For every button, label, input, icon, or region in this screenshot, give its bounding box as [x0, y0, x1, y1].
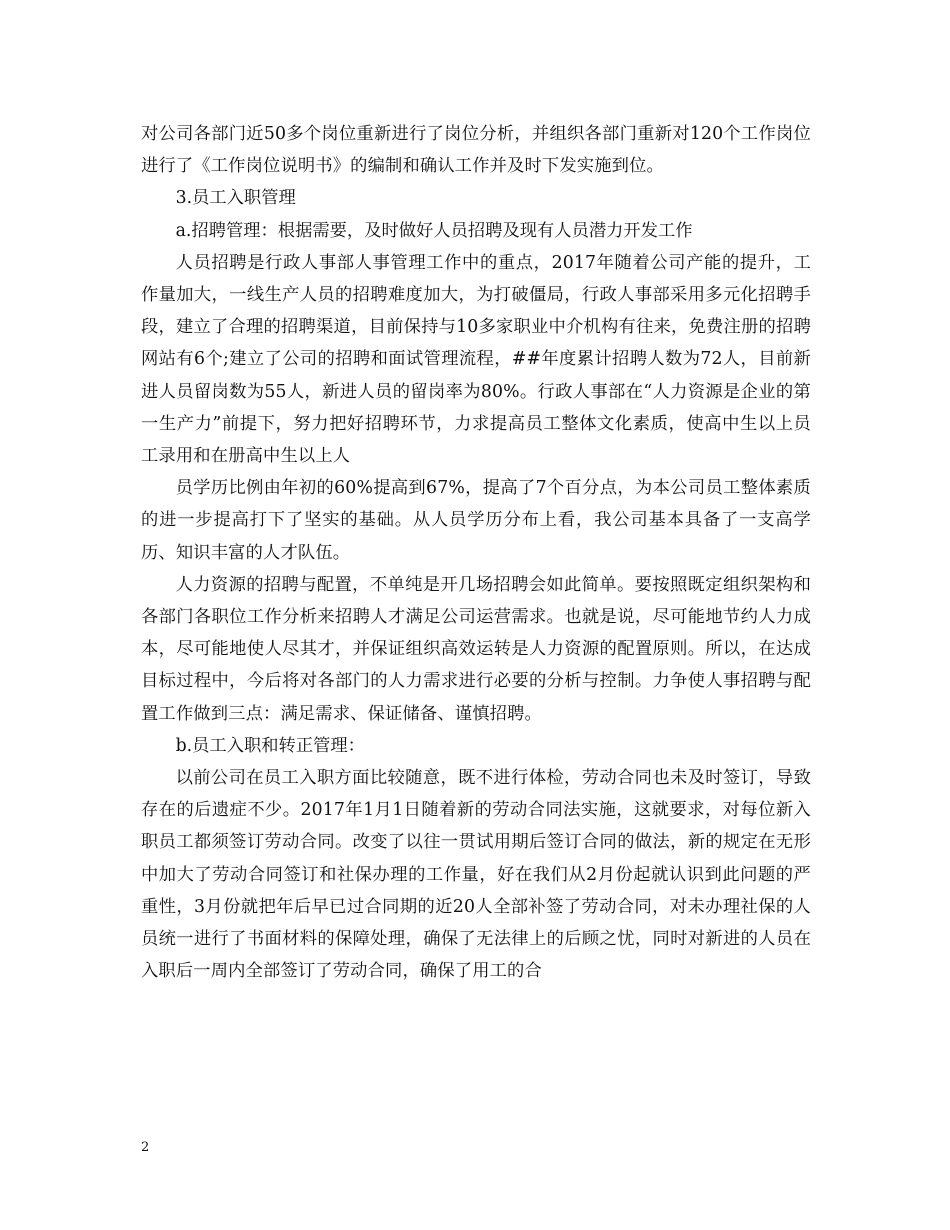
paragraph-labor-contract: 以前公司在员工入职方面比较随意，既不进行体检，劳动合同也未及时签订，导致存在的后遗症不少。2017年1月1日随着新的劳动合同法实施，这就要求，对每位新入职员工都须签订劳动合同。改变了以往一贯试用期后签订合同的做法，新的规定在无形中加大了劳动合同签订和社保办理的工作量，好在我们从2月份起就认识到此问题的严重性，3月份就把年后早已过合同期的近20人全部补签了劳动合同，对未办理社保的人员统一进行了书面材料的保障处理，确保了无法律上的后顾之忧，同时对新进的人员在入职后一周内全部签订了劳动合同，确保了用工的合 [141, 768, 811, 982]
paragraph-job-analysis: 对公司各部门近50多个岗位重新进行了岗位分析，并组织各部门重新对120个工作岗位进行了《工作岗位说明书》的编制和确认工作并及时下发实施到位。 [141, 124, 811, 177]
page-number: 2 [141, 1140, 150, 1155]
subheading-recruitment: a.招聘管理：根据需要，及时做好人员招聘及现有人员潜力开发工作 [175, 220, 693, 241]
paragraph-recruitment-overview: 人员招聘是行政人事部人事管理工作中的重点，2017年随着公司产能的提升，工作量加大，一线生产人员的招聘难度加大，为打破僵局，行政人事部采用多元化招聘手段，建立了合理的招聘渠道，目前保持与10多家职业中介机构有往来，免费注册的招聘网站有6个;建立了公司的招聘和面试管理流程，##年度累计招聘人数为72人，目前新进人员留岗数为55人，新进人员的留岗率为80%。行政人事部在“人力资源是企业的第一生产力”前提下，努力把好招聘环节，力求提高员工整体文化素质，使高中生以上员工录用和在册高中生以上人 [141, 252, 811, 467]
body-text [141, 118, 811, 987]
section-heading-onboarding: 3.员工入职管理 [175, 188, 296, 209]
paragraph-recruitment-allocation: 人力资源的招聘与配置，不单纯是开几场招聘会如此简单。要按照既定组织架构和各部门各职位工作分析来招聘人才满足公司运营需求。也就是说，尽可能地节约人力成本，尽可能地使人尽其才，并保证组织高效运转是人力资源的配置原则。所以，在达成目标过程中，今后将对各部门的人力需求进行必要的分析与控制。力争使人事招聘与配置工作做到三点：满足需求、保证储备、谨慎招聘。 [141, 574, 811, 724]
paragraph-education-ratio: 员学历比例由年初的60%提高到67%，提高了7个百分点，为本公司员工整体素质的进一步提高打下了坚实的基础。从人员学历分布上看，我公司基本具备了一支高学历、知识丰富的人才队伍。 [141, 478, 811, 563]
subheading-onboarding-probation: b.员工入职和转正管理： [175, 735, 365, 756]
